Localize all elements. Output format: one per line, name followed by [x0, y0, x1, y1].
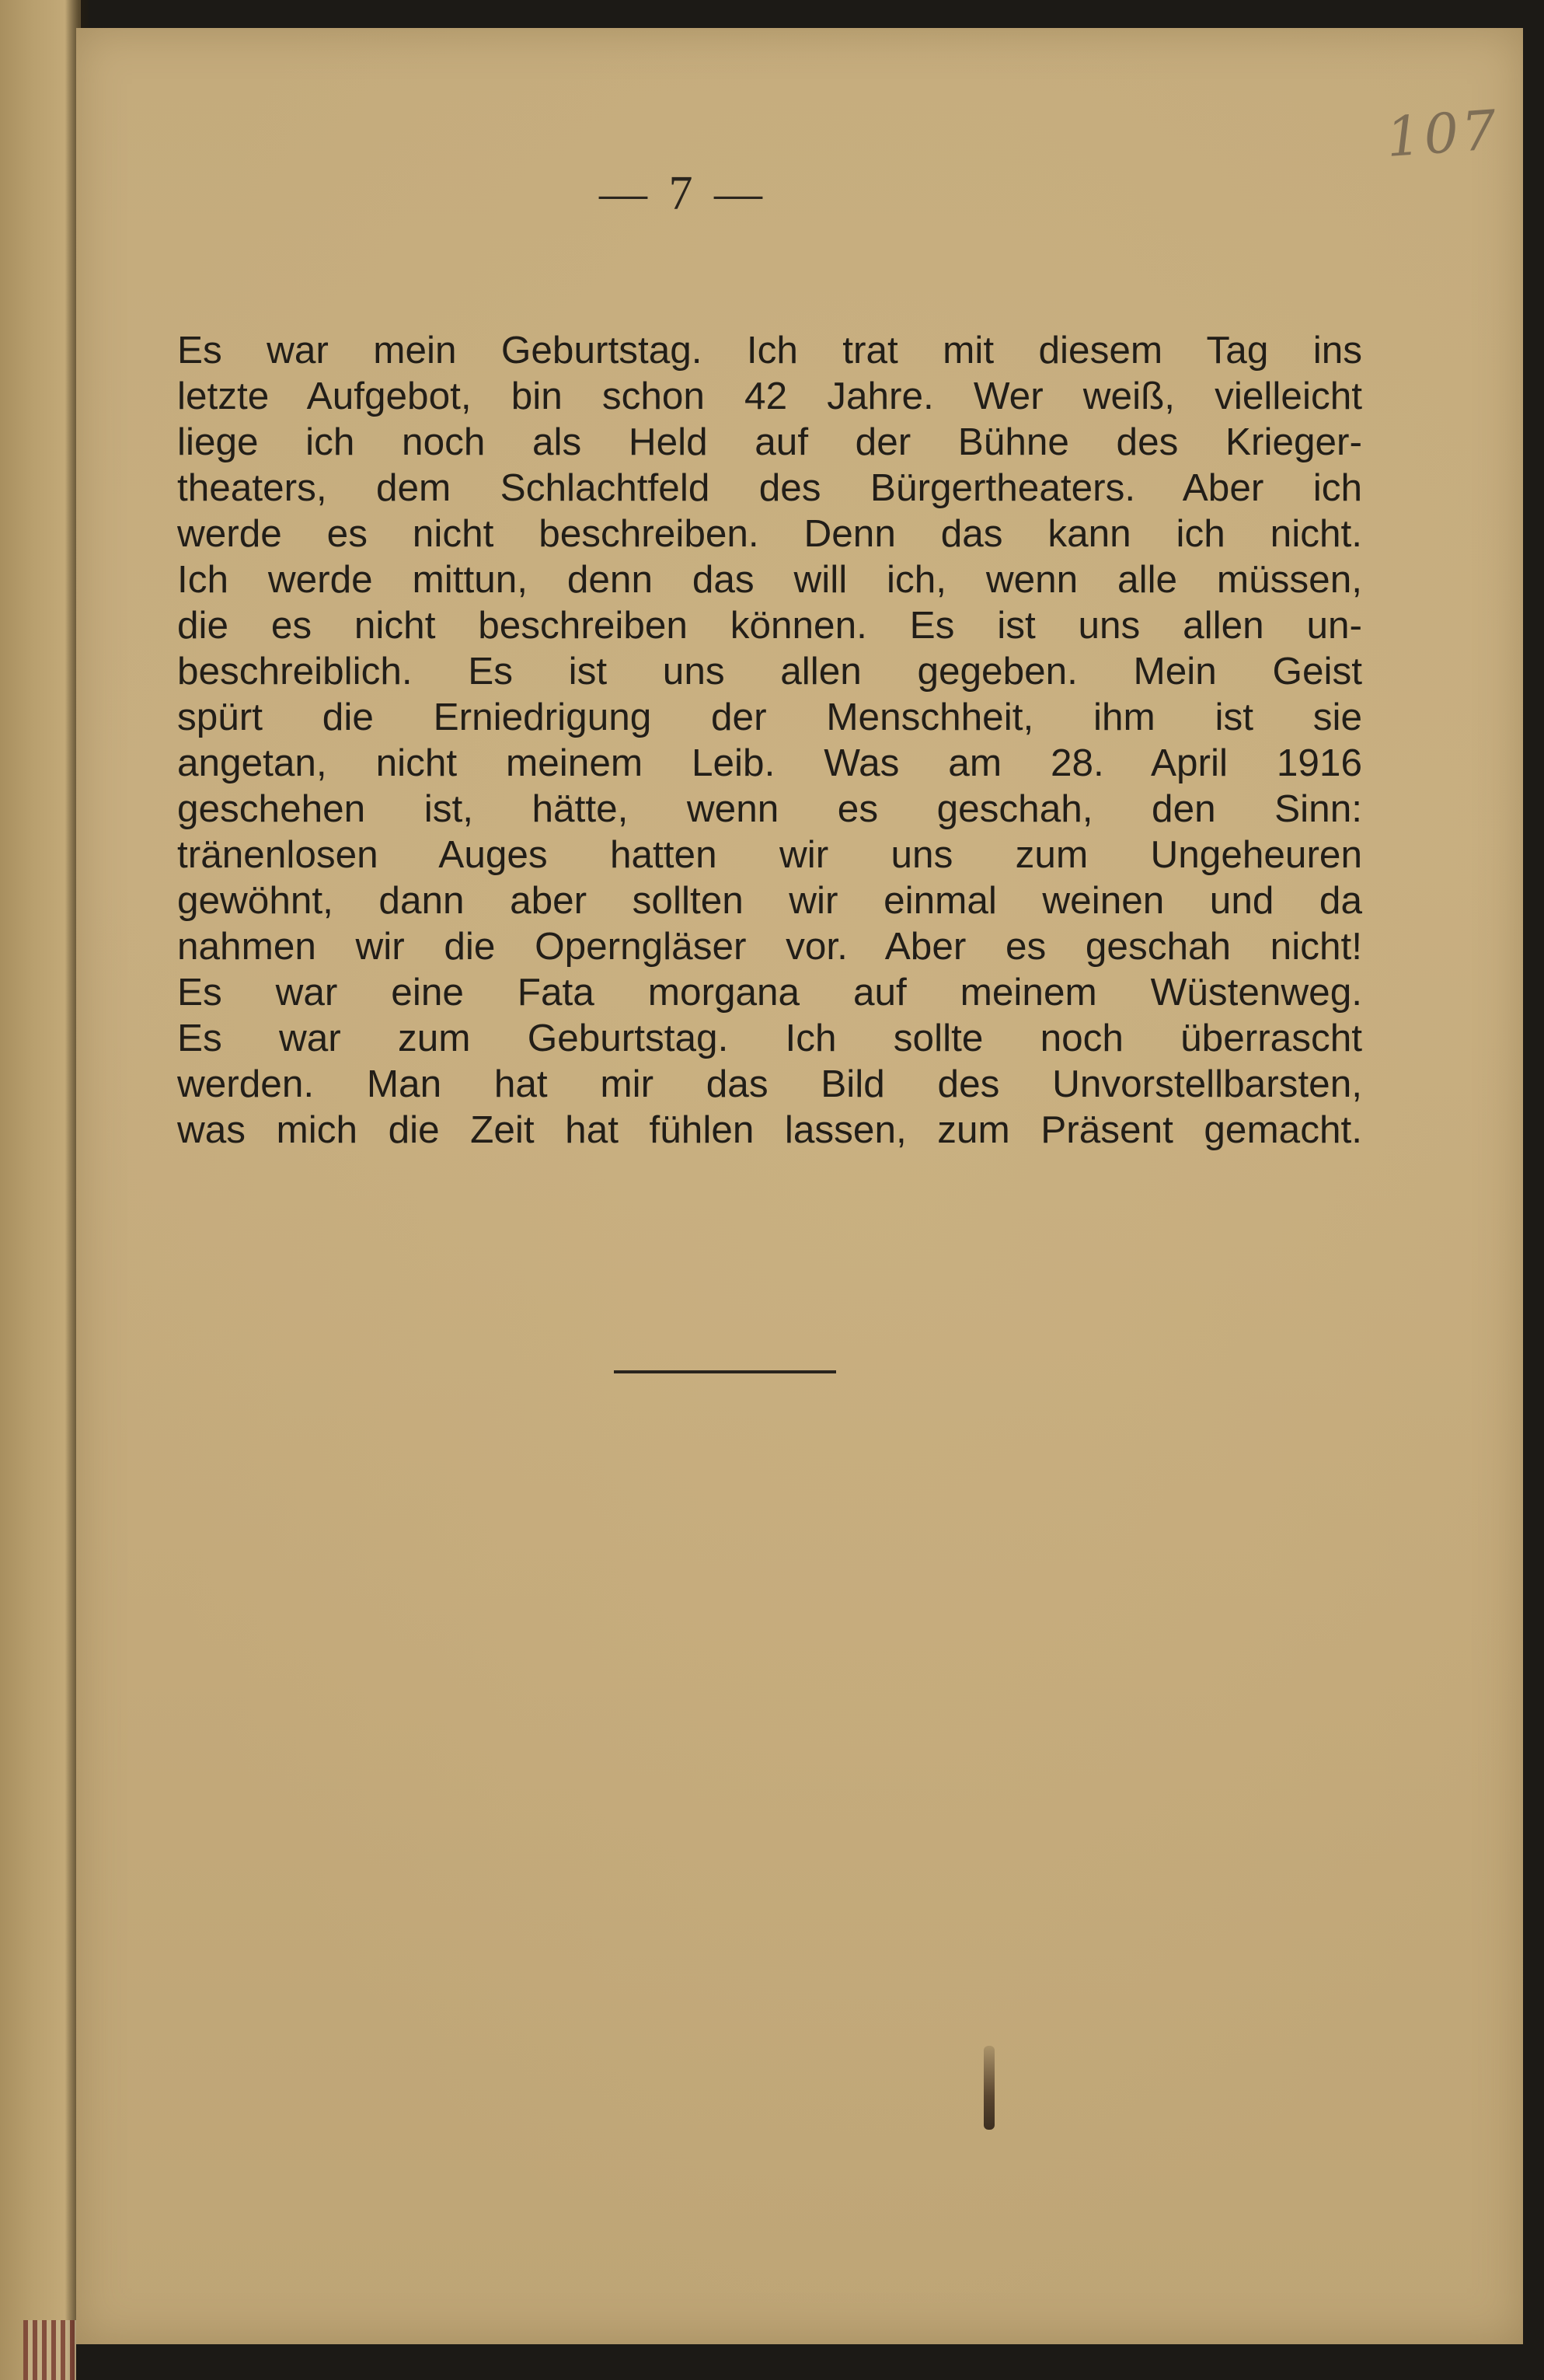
book-page: [76, 28, 1523, 2344]
text-line: letzte Aufgebot, bin schon 42 Jahre. Wer weiß, vielleicht: [177, 375, 1362, 417]
text-line: Ich werde mittun, denn das will ich, wenn alle müssen,: [177, 558, 1362, 601]
text-line: werden. Man hat mir das Bild des Unvorstellbarsten,: [177, 1063, 1362, 1105]
text-line: nahmen wir die Operngläser vor. Aber es geschah nicht!: [177, 925, 1362, 968]
paper-blemish: [984, 2046, 995, 2130]
text-line: Es war eine Fata morgana auf meinem Wüstenweg.: [177, 971, 1362, 1014]
text-line: gewöhnt, dann aber sollten wir einmal weinen und da: [177, 879, 1362, 922]
text-line: geschehen ist, hätte, wenn es geschah, den Sinn:: [177, 787, 1362, 830]
text-line: werde es nicht beschreiben. Denn das kann ich nicht.: [177, 512, 1362, 555]
text-line: Es war mein Geburtstag. Ich trat mit diesem Tag ins: [177, 329, 1362, 372]
body-paragraph: [177, 327, 1362, 1153]
text-line: Es war zum Geburtstag. Ich sollte noch überrascht: [177, 1017, 1362, 1059]
text-line: beschreiblich. Es ist uns allen gegeben. Mein Geist: [177, 650, 1362, 693]
scan-bottom-edge: [76, 2344, 1544, 2380]
text-line: angetan, nicht meinem Leib. Was am 28. April 1916: [177, 742, 1362, 784]
text-line: spürt die Erniedrigung der Menschheit, ihm ist sie: [177, 696, 1362, 738]
text-line: was mich die Zeit hat fühlen lassen, zum Präsent gemacht.: [177, 1108, 1362, 1151]
text-line: tränenlosen Auges hatten wir uns zum Ungeheuren: [177, 833, 1362, 876]
page-number: — 7 —: [599, 167, 767, 220]
text-line: theaters, dem Schlachtfeld des Bürgertheaters. Aber ich: [177, 466, 1362, 509]
text-line: die es nicht beschreiben können. Es ist uns allen un-: [177, 604, 1362, 647]
handwritten-archive-mark: 107: [1384, 98, 1502, 169]
text-line: liege ich noch als Held auf der Bühne des Krieger-: [177, 421, 1362, 463]
section-rule: [614, 1370, 836, 1373]
